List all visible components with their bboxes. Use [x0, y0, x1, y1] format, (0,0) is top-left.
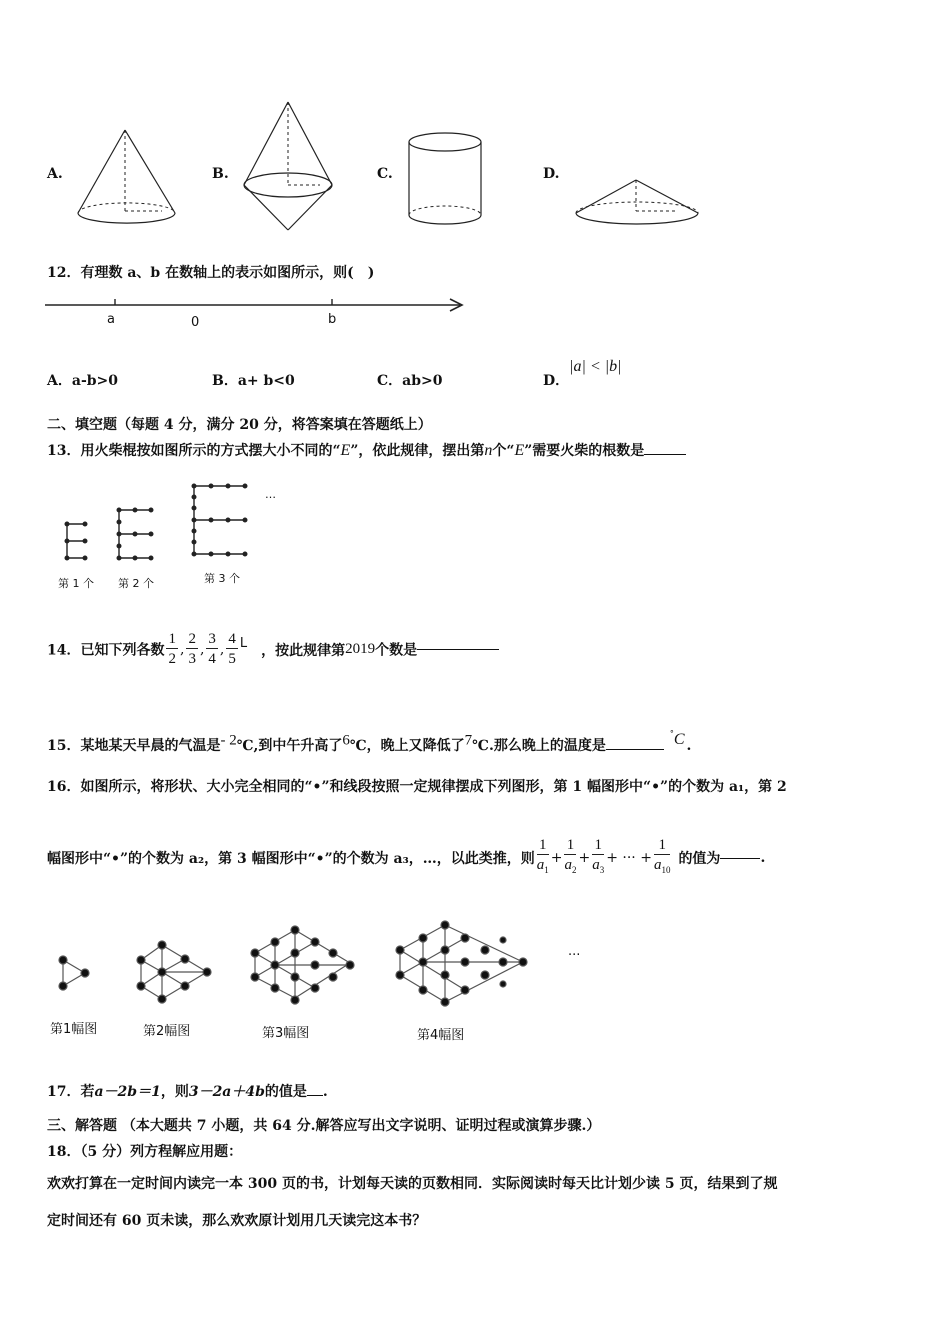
answer-blank[interactable] — [644, 454, 686, 455]
numerator: 1 — [168, 631, 176, 647]
var-a: a — [564, 857, 572, 873]
q15-end: . — [686, 738, 692, 754]
q17-text: 的值是 — [264, 1084, 307, 1100]
fraction — [226, 630, 238, 669]
q12-option-c[interactable] — [377, 370, 443, 390]
axis-label-a: a — [107, 312, 115, 327]
numerator: 1 — [537, 836, 549, 855]
q13-text: 个“ — [492, 443, 515, 459]
option-text: ab>0 — [402, 373, 443, 389]
double-cone-figure — [240, 100, 340, 235]
q17-text: ，则 — [160, 1084, 189, 1100]
option-d-label: D. — [543, 166, 560, 182]
subscript: 2 — [571, 865, 577, 875]
ellipsis-plus: + ··· + — [606, 850, 652, 866]
numerator: 1 — [592, 836, 604, 855]
matchstick-e-figures — [55, 480, 285, 565]
denominator — [654, 855, 671, 880]
answer-blank[interactable] — [307, 1095, 323, 1096]
q17-text: 17．若 — [47, 1084, 95, 1100]
dot-caption-2: 第2幅图 — [143, 1024, 191, 1039]
subscript: 1 — [544, 865, 549, 875]
cone-figure — [70, 125, 185, 230]
sum-term — [654, 836, 671, 880]
var-a: a — [592, 857, 600, 873]
option-text: |a| < |b| — [569, 358, 622, 375]
q14-text: 14．已知下列各数 — [47, 642, 165, 659]
fraction — [166, 630, 178, 669]
answer-blank[interactable] — [606, 749, 664, 750]
dot-caption-3: 第3幅图 — [262, 1026, 310, 1041]
q16-line-2 — [47, 836, 765, 880]
sum-term — [564, 836, 576, 880]
option-b-label: B. — [212, 166, 229, 182]
denominator — [537, 855, 549, 880]
axis-label-zero: 0 — [191, 315, 200, 330]
q14-text: ，按此规律第 — [261, 642, 346, 659]
ellipsis-glyph: L — [239, 636, 248, 651]
answer-blank[interactable] — [417, 649, 499, 650]
q15-text: ℃，晚上又降低了 — [349, 738, 465, 754]
temp-rise: 6 — [342, 732, 350, 749]
var-a: a — [653, 857, 662, 873]
unit-c: C — [673, 731, 685, 748]
answer-blank[interactable] — [720, 858, 760, 859]
q18-body-line-1: 欢欢打算在一定时间内读完一本 300 页的书，计划每天读的页数相同．实际阅读时每天比计划少读 5 页，结果到了规 — [47, 1176, 778, 1192]
numerator: 1 — [564, 836, 576, 855]
section-3-heading: 三、解答题 （本大题共 7 小题，共 64 分.解答应写出文字说明、证明过程或演算步骤.） — [47, 1118, 601, 1134]
temp-morning: - 2 — [220, 732, 237, 749]
numerator: 2 — [188, 631, 196, 647]
e-caption-3: 第 3 个 — [204, 572, 240, 585]
degree-mark: ° — [669, 729, 674, 738]
q18-stem: 18．（5 分）列方程解应用题： — [47, 1144, 243, 1160]
option-label: D． — [543, 373, 570, 389]
dot-caption-4: 第4幅图 — [417, 1028, 465, 1043]
q17-end: . — [322, 1084, 328, 1100]
q16-text: 的值为 — [678, 851, 721, 867]
flat-cone-figure — [570, 175, 705, 235]
fraction — [186, 630, 198, 669]
fraction — [206, 630, 218, 669]
q17-expression: 3－2a＋4b — [188, 1084, 265, 1100]
subscript: 3 — [599, 865, 605, 875]
option-text: a-b>0 — [71, 373, 119, 389]
denominator — [564, 855, 576, 880]
numerator: 3 — [208, 631, 216, 647]
q16-line-1: 16．如图所示，将形状、大小完全相同的“•”和线段按照一定规律摆成下列图形，第 1 幅图形中“•”的个数为 a₁，第 2 — [47, 779, 787, 795]
subscript: 10 — [661, 865, 671, 875]
option-a-label: A. — [47, 166, 63, 182]
denominator — [592, 855, 604, 880]
q13-var-e: E — [514, 442, 525, 459]
var-a: a — [536, 857, 545, 873]
q13-text: ”，依此规律，摆出第 — [350, 443, 485, 459]
q15-text: ℃.那么晚上的温度是 — [472, 738, 606, 754]
q16-end: . — [760, 850, 766, 866]
q15-stem — [47, 729, 691, 755]
denominator: 4 — [208, 651, 216, 667]
e-caption-2: 第 2 个 — [118, 577, 154, 590]
sum-term — [592, 836, 604, 880]
q14-number: 2019 — [345, 641, 376, 657]
q13-text: 13．用火柴棍按如图所示的方式摆大小不同的“ — [47, 443, 341, 459]
sum-term — [537, 836, 549, 880]
axis-label-b: b — [328, 312, 337, 327]
dot-triangle-figures — [45, 920, 605, 1020]
option-c-label: C. — [377, 166, 393, 182]
temp-drop: 7 — [464, 732, 473, 749]
q13-var-n: n — [484, 442, 493, 459]
q18-body-line-2: 定时间还有 60 页未读，那么欢欢原计划用几天读完这本书？ — [47, 1213, 427, 1229]
denominator: 2 — [168, 651, 176, 667]
q17-expression: a－2b＝1 — [94, 1084, 161, 1100]
q12-option-d[interactable] — [543, 356, 622, 389]
dot-caption-1: 第1幅图 — [50, 1022, 98, 1037]
numerator: 1 — [654, 836, 671, 855]
q15-text: ℃,到中午升高了 — [236, 738, 343, 754]
q12-option-a[interactable] — [47, 370, 118, 390]
q14-text: 个数是 — [375, 642, 418, 659]
plus-sign: + — [578, 850, 591, 866]
q17-stem — [47, 1081, 328, 1101]
option-label: B． — [212, 373, 238, 389]
dot-figures-ellipsis: ··· — [568, 948, 581, 963]
section-2-heading: 二、填空题（每题 4 分，满分 20 分，将答案填在答题纸上） — [47, 417, 432, 433]
q14-stem: 14．已知下列各数 $\frac{1}{2}$ , $\frac{2}{3}$ , $\frac{3}{4}$ , $\frac{4}{5}$ L ，按此规律第2019个数是 — [47, 630, 499, 669]
e-figure-ellipsis: … — [265, 488, 276, 501]
q12-stem: 12．有理数 a、b 在数轴上的表示如图所示，则( ) — [47, 265, 375, 281]
option-text: a+ b<0 — [237, 373, 295, 389]
q12-option-b[interactable] — [212, 370, 295, 390]
q13-var-e: E — [340, 442, 351, 459]
option-label: C． — [377, 373, 403, 389]
q16-text: 幅图形中“•”的个数为 a₂，第 3 幅图形中“•”的个数为 a₃，…，以此类推，则 — [47, 851, 535, 867]
q13-text: ”需要火柴的根数是 — [524, 443, 645, 459]
q13-stem — [47, 440, 686, 460]
denominator: 5 — [228, 651, 236, 667]
option-label: A． — [47, 373, 72, 389]
cylinder-figure — [405, 130, 490, 230]
denominator: 3 — [188, 651, 196, 667]
plus-sign: + — [550, 850, 563, 866]
numerator: 4 — [228, 631, 236, 647]
q15-text: 15．某地某天早晨的气温是 — [47, 738, 221, 754]
e-caption-1: 第 1 个 — [58, 577, 94, 590]
